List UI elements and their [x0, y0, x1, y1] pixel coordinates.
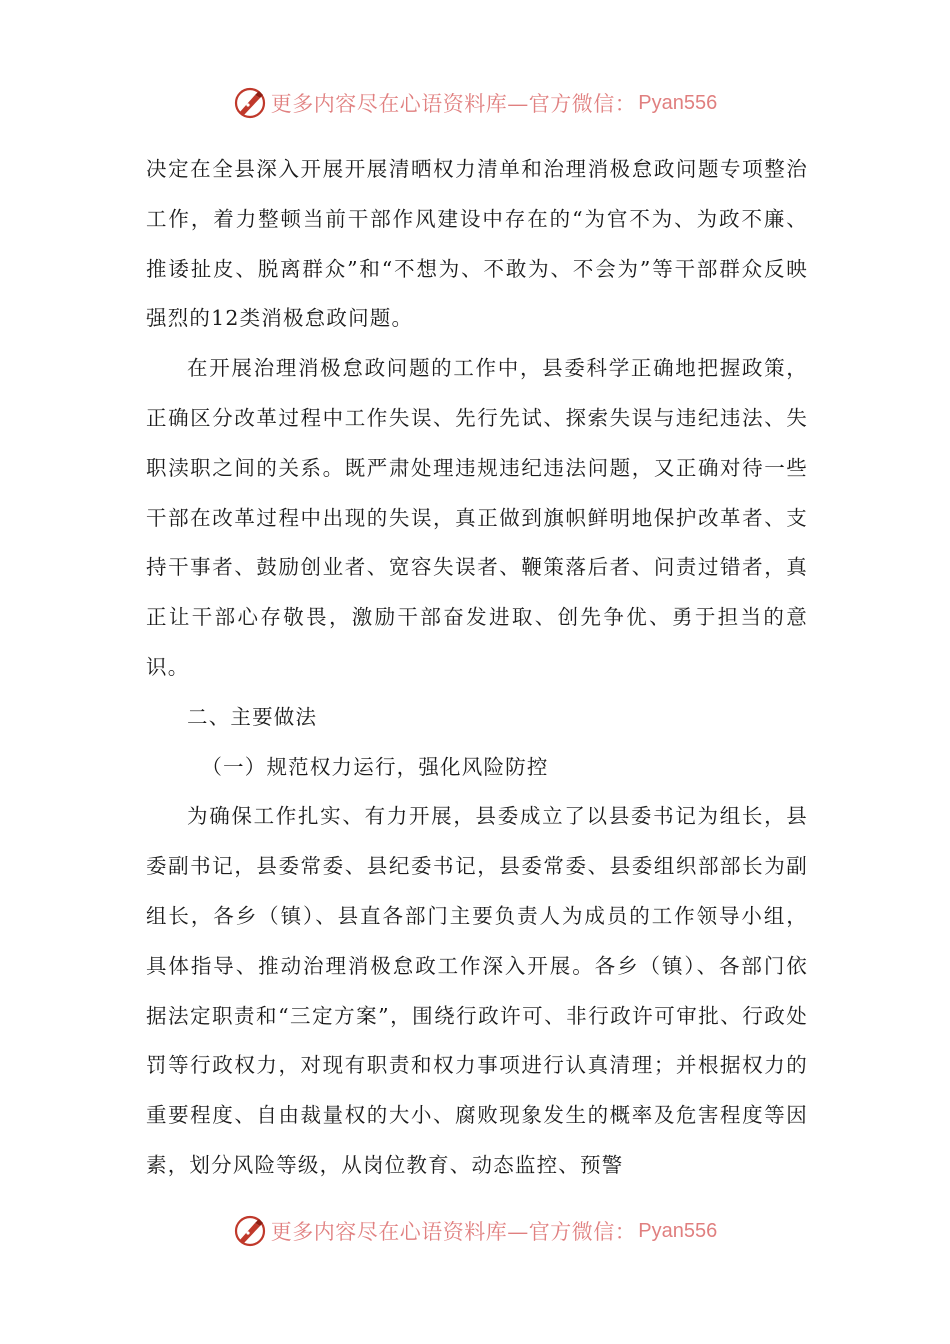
watermark-wechat-id: Pyan556 [638, 91, 718, 114]
watermark-wechat-id: Pyan556 [638, 1219, 718, 1242]
paragraph-continuation: 决定在全县深入开展开展清晒权力清单和治理消极怠政问题专项整治工作，着力整顿当前干部作风建设中存在的“为官不为、为政不廉、推诿扯皮、脱离群众”和“不想为、不敢为、不会为”等干部群众反映强烈的12类消极怠政问题。 [146, 157, 808, 331]
subsection-heading: （一）规范权力运行，强化风险防控 [201, 754, 549, 779]
watermark-banner-top [0, 83, 950, 123]
watermark-text: 更多内容尽在心语资料库—官方微信： [270, 92, 637, 116]
watermark-text: 更多内容尽在心语资料库—官方微信： [270, 1220, 637, 1244]
pen-nib-logo-icon [233, 86, 267, 120]
watermark-banner-bottom [0, 1211, 950, 1251]
pen-nib-logo-icon [233, 1214, 267, 1248]
paragraph-measures: 为确保工作扎实、有力开展，县委成立了以县委书记为组长，县委副书记，县委常委、县纪委书记，县委常委、县委组织部部长为副组长，各乡（镇）、县直各部门主要负责人为成员的工作领导小组，具体指导、推动治理消极怠政工作深入开展。各乡（镇）、各部门依据法定职责和“三定方案”，围绕行政许可、非行政许可审批、行政处罚等行政权力，对现有职责和权力事项进行认真清理；并根据权力的重要程度、自由裁量权的大小、腐败现象发生的概率及危害程度等因素，划分风险等级，从岗位教育、动态监控、预警 [146, 804, 808, 1177]
paragraph-policy: 在开展治理消极怠政问题的工作中，县委科学正确地把握政策，正确区分改革过程中工作失误、先行先试、探索失误与违纪违法、失职渎职之间的关系。既严肃处理违规违纪违法问题，又正确对待一些干部在改革过程中出现的失误，真正做到旗帜鲜明地保护改革者、支持干事者、鼓励创业者、宽容失误者、鞭策落后者、问责过错者，真正让干部心存敬畏，激励干部奋发进取、创先争优、勇于担当的意识。 [146, 356, 808, 679]
section-heading: 二、主要做法 [187, 704, 318, 729]
document-body [146, 145, 808, 1191]
